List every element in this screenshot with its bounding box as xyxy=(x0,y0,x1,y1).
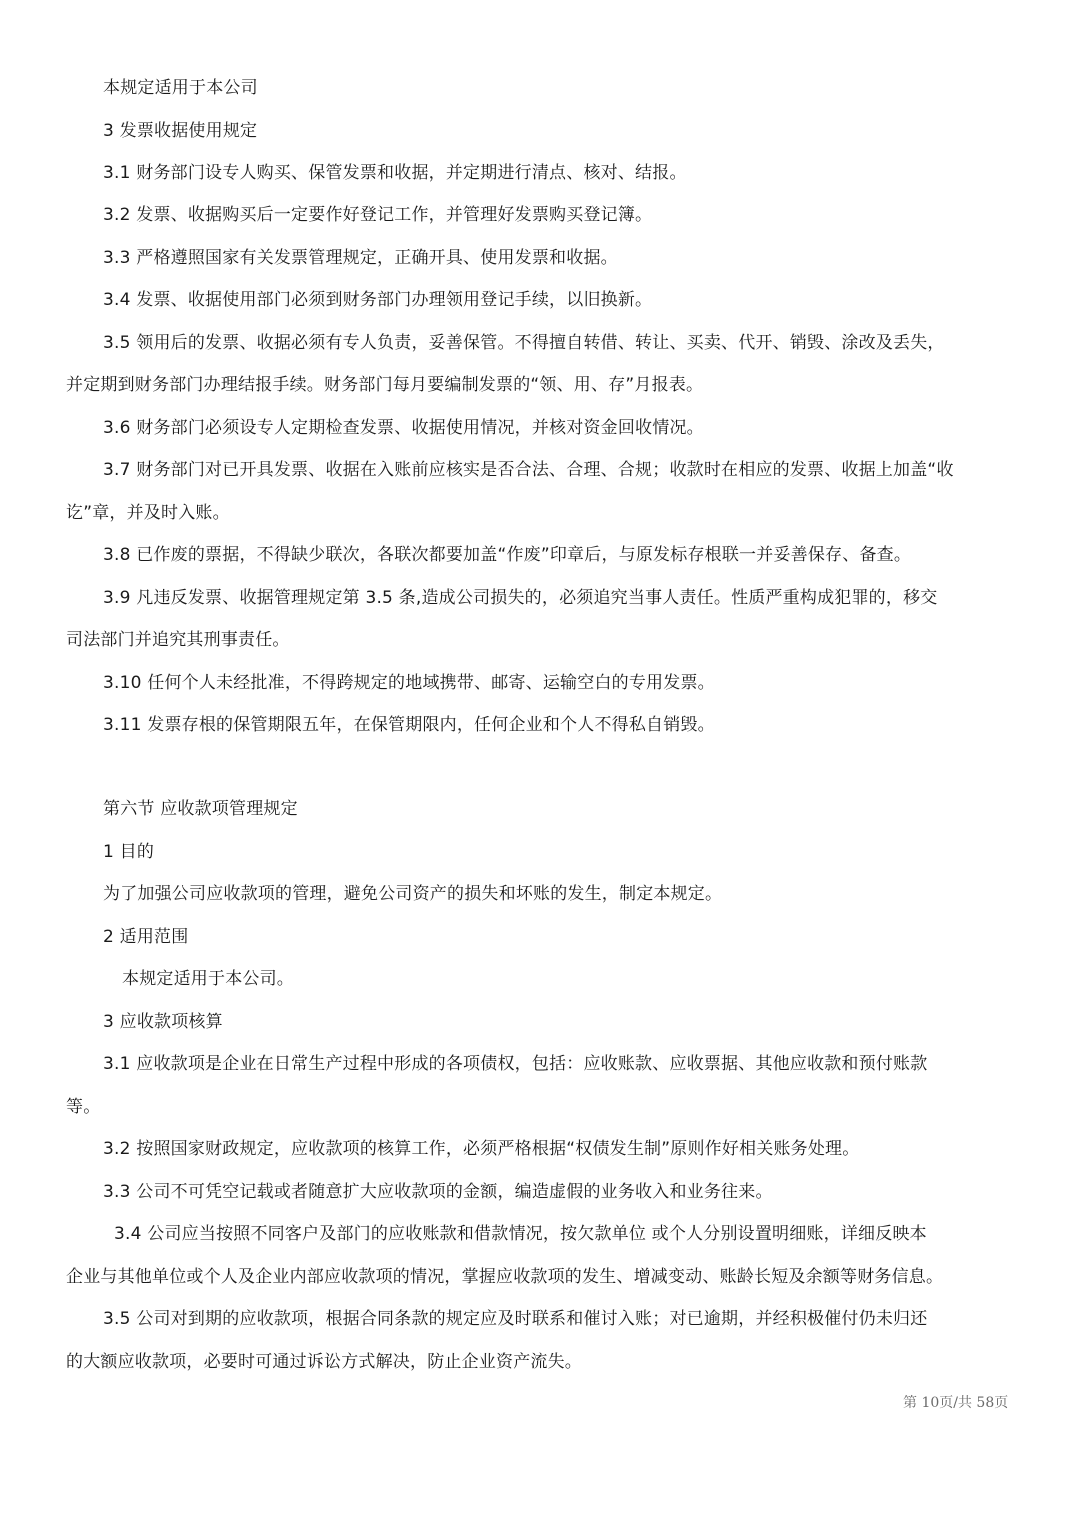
text-line: 3 应收款项核算 xyxy=(103,1012,223,1032)
text-line: 为了加强公司应收款项的管理，避免公司资产的损失和坏账的发生，制定本规定。 xyxy=(103,884,723,904)
text-line: 3.4 发票、收据使用部门必须到财务部门办理领用登记手续，以旧换新。 xyxy=(103,290,653,310)
text-line: 企业与其他单位或个人及企业内部应收款项的情况，掌握应收款项的发生、增减变动、账龄长短及余额等财务信息。 xyxy=(66,1267,944,1287)
page-number: 第 10页/共 58页 xyxy=(903,1395,1009,1411)
text-line: 等。 xyxy=(66,1097,101,1117)
text-line: 3.1 应收款项是企业在日常生产过程中形成的各项债权，包括：应收账款、应收票据、其他应收款和预付账款 xyxy=(103,1054,928,1074)
text-line: 讫”章，并及时入账。 xyxy=(66,503,230,523)
text-line: 3.3 公司不可凭空记载或者随意扩大应收款项的金额，编造虚假的业务收入和业务往来。 xyxy=(103,1182,773,1202)
text-line: 3.3 严格遵照国家有关发票管理规定，正确开具、使用发票和收据。 xyxy=(103,248,618,268)
text-line: 的大额应收款项，必要时可通过诉讼方式解决，防止企业资产流失。 xyxy=(66,1352,582,1372)
text-line: 本规定适用于本公司 xyxy=(103,78,258,98)
text-line: 司法部门并追究其刑事责任。 xyxy=(66,630,290,650)
text-line: 2 适用范围 xyxy=(103,927,189,947)
text-line: 3 发票收据使用规定 xyxy=(103,121,258,141)
text-line: 3.8 已作废的票据，不得缺少联次，各联次都要加盖“作废”印章后，与原发标存根联一并妥善保存、备查。 xyxy=(103,545,912,565)
text-line: 3.6 财务部门必须设专人定期检查发票、收据使用情况，并核对资金回收情况。 xyxy=(103,418,704,438)
text-line: 3.1 财务部门设专人购买、保管发票和收据，并定期进行清点、核对、结报。 xyxy=(103,163,687,183)
text-line: 3.2 发票、收据购买后一定要作好登记工作，并管理好发票购买登记簿。 xyxy=(103,205,653,225)
text-line: 3.5 公司对到期的应收款项，根据合同条款的规定应及时联系和催讨入账；对已逾期，并经积极催付仍未归还 xyxy=(103,1309,928,1329)
text-line: 3.5 领用后的发票、收据必须有专人负责，妥善保管。不得擅自转借、转让、买卖、代开、销毁、涂改及丢失， xyxy=(103,333,945,353)
section-heading: 第六节 应收款项管理规定 xyxy=(103,799,298,819)
text-line: 3.4 公司应当按照不同客户及部门的应收账款和借款情况，按欠款单位 或个人分别设置明细账，详细反映本 xyxy=(114,1224,927,1244)
text-line: 3.10 任何个人未经批准，不得跨规定的地域携带、邮寄、运输空白的专用发票。 xyxy=(103,673,715,693)
text-line: 并定期到财务部门办理结报手续。财务部门每月要编制发票的“领、用、存”月报表。 xyxy=(66,375,704,395)
text-line: 1 目的 xyxy=(103,842,155,862)
text-line: 3.9 凡违反发票、收据管理规定第 3.5 条,造成公司损失的，必须追究当事人责任。性质严重构成犯罪的，移交 xyxy=(103,588,938,608)
text-line: 3.2 按照国家财政规定，应收款项的核算工作，必须严格根据“权债发生制”原则作好相关账务处理。 xyxy=(103,1139,860,1159)
text-line: 3.11 发票存根的保管期限五年，在保管期限内，任何企业和个人不得私自销毁。 xyxy=(103,715,715,735)
text-line: 本规定适用于本公司。 xyxy=(122,969,294,989)
text-line: 3.7 财务部门对已开具发票、收据在入账前应核实是否合法、合理、合规；收款时在相应的发票、收据上加盖“收 xyxy=(103,460,954,480)
